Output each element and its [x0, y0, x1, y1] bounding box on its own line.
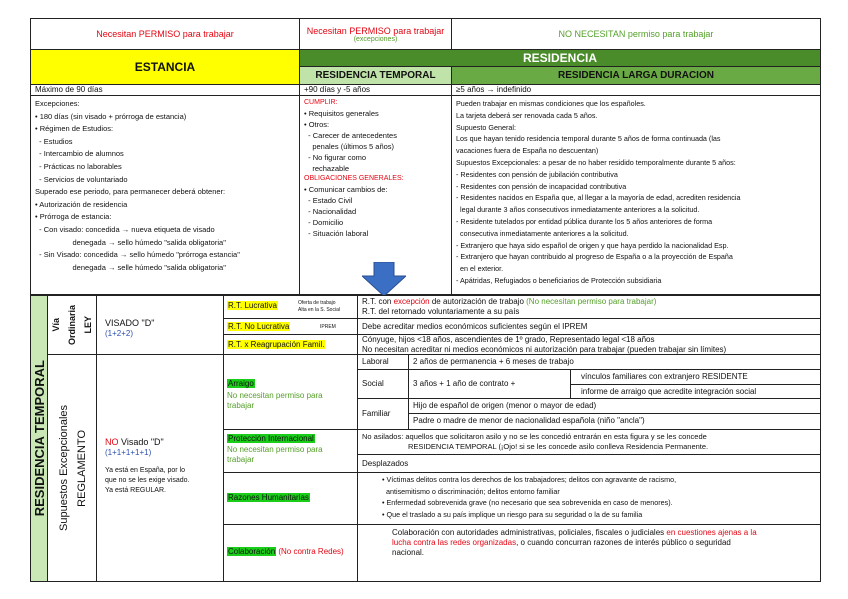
larga-list-item: Supuesto General: — [456, 122, 516, 132]
supuestos-label-box — [47, 354, 97, 582]
humanitarias-label: Razones Humanitarias — [228, 493, 309, 502]
lucrativa-t2: R.T. del retornado voluntariamente a su país — [362, 307, 520, 316]
lucrativa-t1a: R.T. con — [362, 297, 394, 306]
larga-body — [451, 95, 821, 295]
arraigo-social-label: Social — [357, 369, 409, 399]
larga-list-item: Supuestos Excepcionales: a pesar de no haber residido temporalmente durante 5 años: — [456, 157, 736, 167]
lucrativa-label: R.T. Lucrativa — [228, 301, 277, 310]
estancia-list-item: - Intercambio de alumnos — [35, 149, 124, 159]
header-excepciones-text: (excepciones) — [353, 35, 398, 43]
estancia-list-item: • Prórroga de estancia: — [35, 212, 112, 222]
lucrativa-t1c: de autorización de trabajo — [429, 297, 527, 306]
colaboracion-label: Colaboración — [228, 547, 276, 556]
colab-t2b: , o cuando concurran razones de interés público o seguridad — [516, 538, 731, 547]
arraigo-social-a: vínculos familiares con extranjero RESIDENTE — [570, 369, 821, 385]
side-title-box — [30, 295, 48, 582]
supuestos-note-1: Ya está en España, por lo — [105, 467, 186, 474]
oblig-list-item: - Domicilio — [304, 218, 344, 227]
residencia-larga-title: RESIDENCIA LARGA DURACION — [451, 66, 821, 85]
lucrativa-note-1: Oferta de trabajo — [298, 300, 336, 306]
estancia-list-item: denegada → sello húmedo "salida obligatoria" — [35, 237, 226, 247]
arraigo-social-text: 3 años + 1 año de contrato + — [408, 369, 571, 399]
larga-list — [456, 98, 816, 287]
estancia-list-item: - Sin Visado: concedida → sello húmedo "prórroga estancia" — [35, 250, 240, 260]
larga-list-item: en el exterior. — [456, 264, 504, 274]
arraigo-laboral-label: Laboral — [357, 354, 409, 370]
supuestos-visado: Visado "D" — [118, 437, 164, 447]
larga-list-item: Los que hayan tenido residencia temporal durante 5 años de forma continuada (las — [456, 134, 721, 144]
hum-list-item: antisemitismo o discriminación; delitos entorno familiar — [382, 486, 560, 496]
residencia-temporal-title: RESIDENCIA TEMPORAL — [299, 66, 452, 85]
reagrupacion-text-box — [357, 334, 821, 355]
humanitarias-label-box — [223, 472, 358, 525]
colaboracion-label-red: (No contra Redes) — [276, 547, 344, 556]
arraigo-familiar-label: Familiar — [357, 398, 409, 430]
supuestos-count: (1+1+1+1+1) — [105, 448, 152, 457]
via-count: (1+2+2) — [105, 329, 134, 338]
reagrupacion-label: R.T. x Reagrupación Famil. — [228, 340, 325, 349]
no-lucrativa-label: R.T. No Lucrativa — [228, 322, 290, 331]
no-lucrativa-text: Debe acreditar medios económicos suficientes según el IPREM — [362, 322, 588, 331]
temporal-duration: +90 días y -5 años — [299, 84, 452, 96]
larga-list-item: La tarjeta deberá ser renovada cada 5 años. — [456, 110, 598, 120]
arraigo-laboral-text: 2 años de permanencia + 6 meses de trabajo — [408, 354, 821, 370]
proteccion-label: Protección Internacional — [228, 434, 314, 443]
arraigo-familiar-a: Hijo de español de origen (menor o mayor de edad) — [408, 398, 821, 414]
oblig-list-item: • Comunicar cambios de: — [304, 185, 388, 194]
supuestos-label-2: REGLAMENTO — [76, 429, 88, 507]
via-visado-box — [96, 295, 224, 355]
supuestos-label-1: Supuestos Excepcionales — [58, 405, 70, 531]
larga-list-item: - Residentes nacidos en España que, al llegar a la mayoría de edad, acrediten residencia — [456, 193, 741, 203]
via-label-2: Ordinaria — [67, 304, 77, 345]
hum-list-item: • Que el traslado a su país implique un riesgo para su seguridad o la de su familia — [382, 509, 643, 519]
obligaciones-heading: OBLIGACIONES GENERALES: — [304, 175, 404, 182]
estancia-list-item: denegada → selle húmedo "salida obligatoria" — [35, 262, 226, 272]
header-permiso-excepciones — [299, 18, 452, 50]
colab-t1a: Colaboración con autoridades administrativas, policiales, fiscales o judiciales — [392, 528, 667, 537]
estancia-list-item: • Régimen de Estudios: — [35, 124, 114, 134]
larga-list-item: legal durante 3 años consecutivos inmediatamente anteriores a la solicitud. — [456, 205, 700, 215]
oblig-list-item: - Nacionalidad — [304, 207, 357, 216]
no-lucrativa-note: IPREM — [320, 324, 336, 330]
arraigo-sub-2: trabajar — [227, 401, 255, 410]
header-permiso — [30, 18, 300, 50]
estancia-list-item: Excepciones: — [35, 99, 80, 108]
lucrativa-note-2: Alta en la S. Social — [298, 307, 340, 313]
residencia-title: RESIDENCIA — [299, 49, 821, 67]
lucrativa-text-box — [357, 295, 821, 319]
down-arrow-icon — [362, 262, 406, 296]
arraigo-label: Arraigo — [228, 379, 254, 388]
via-label-box — [47, 295, 97, 355]
cumplir-list-item: rechazable — [304, 164, 350, 173]
estancia-body — [30, 95, 300, 295]
header-permiso-exc-text: Necesitan PERMISO para trabajar — [306, 25, 445, 36]
via-label-1: Vía — [51, 318, 61, 332]
cumplir-list-item: • Requisitos generales — [304, 109, 379, 118]
obligaciones-list — [304, 184, 447, 239]
arraigo-familiar-b: Padre o madre de menor de nacionalidad española (niño "ancla") — [408, 413, 821, 430]
proteccion-label-box — [223, 429, 358, 473]
reagrupacion-t2: No necesitan acreditar ni medios económicos ni autorización para trabajar (pueden trabajar sin límites) — [362, 345, 727, 354]
cumplir-list-item: - No figurar como — [304, 153, 367, 162]
no-lucrativa-label-box — [223, 318, 358, 335]
no-lucrativa-text-box — [357, 318, 821, 335]
arraigo-sub-1: No necesitan permiso para — [227, 391, 323, 400]
hum-list-item: • Enfermedad sobrevenida grave (no necesario que sea sobrevenida en caso de menores). — [382, 498, 673, 507]
header-no-necesitan — [451, 18, 821, 50]
lucrativa-t1b: excepción — [393, 297, 430, 306]
estancia-list-item: • 180 días (sin visado + prórroga de estancia) — [35, 111, 187, 121]
colaboracion-text-box — [357, 524, 821, 582]
proteccion-sub-1: No necesitan permiso para — [227, 445, 323, 454]
cumplir-list-item: • Otros: — [304, 120, 330, 129]
cumplir-heading: CUMPLIR: — [304, 99, 338, 106]
estancia-title: ESTANCIA — [30, 49, 300, 85]
reagrupacion-t1: Cónyuge, hijos <18 años, ascendientes de 1º grado, Representado legal <18 años — [362, 335, 655, 344]
oblig-list-item: - Situación laboral — [304, 229, 369, 238]
larga-list-item: - Extranjero que hayan contribuido al progreso de España o a la proyección de España — [456, 252, 733, 262]
arraigo-label-box — [223, 354, 358, 430]
supuestos-visado-box — [96, 354, 224, 582]
estancia-list-item: - Con visado: concedida → nueva etiqueta de visado — [35, 224, 215, 234]
cumplir-list-item: penales (últimos 5 años) — [304, 142, 395, 151]
proteccion-sub-2: trabajar — [227, 455, 255, 464]
larga-list-item: vacaciones fuera de España no descuentan) — [456, 146, 599, 156]
via-label-3: LEY — [83, 316, 93, 334]
estancia-max: Máximo de 90 días — [30, 84, 300, 96]
colab-t1b: en cuestiones ajenas a la — [666, 528, 757, 537]
proteccion-text-box — [357, 429, 821, 455]
larga-list-item: Pueden trabajar en mismas condiciones que los españoles. — [456, 99, 646, 108]
larga-list-item: consecutiva inmediatamente anteriores a la solicitud. — [456, 228, 629, 238]
lucrativa-t1d: (No necesitan permiso para trabajar) — [526, 297, 657, 306]
side-title: RESIDENCIA TEMPORAL — [31, 360, 47, 517]
cumplir-list-item: - Carecer de antecedentes — [304, 131, 397, 140]
hum-list-item: • Víctimas delitos contra los derechos de los trabajadores; delitos con agravante de racismo, — [382, 475, 677, 484]
humanitarias-text-box — [357, 472, 821, 525]
larga-list-item: - Residentes con pensión de jubilación contributiva — [456, 169, 618, 179]
proteccion-t1: No asilados: aquellos que solicitaron asilo y no se les concedió entrarán en esta figura y se les concede — [362, 432, 707, 441]
supuestos-note-2: que no se les exige visado. — [105, 477, 190, 484]
via-visado: VISADO "D" — [105, 318, 155, 328]
arraigo-social-b: informe de arraigo que acredite integración social — [570, 384, 821, 399]
humanitarias-list — [382, 474, 816, 520]
estancia-list-item: - Prácticas no laborables — [35, 161, 122, 171]
estancia-list-item: • Autorización de residencia — [35, 199, 128, 209]
supuestos-note-3: Ya está REGULAR. — [105, 487, 166, 494]
larga-list-item: - Residente tutelados por entidad pública durante los 5 años anteriores de forma — [456, 216, 713, 226]
estancia-list-item: Superado ese periodo, para permanecer deberá obtener: — [35, 187, 226, 197]
header-permiso-text: Necesitan PERMISO para trabajar — [96, 29, 234, 39]
proteccion-desplazados: Desplazados — [357, 454, 821, 473]
colab-t3: nacional. — [392, 548, 425, 557]
estancia-list-item: - Estudios — [35, 136, 73, 146]
larga-duration: ≥5 años → indefinido — [451, 84, 821, 96]
colab-t2a: lucha contra las redes organizadas — [392, 538, 517, 547]
cumplir-list — [304, 108, 447, 174]
supuestos-no: NO — [105, 437, 119, 447]
estancia-list — [35, 98, 295, 274]
reagrupacion-label-box — [223, 334, 358, 355]
colaboracion-label-box — [223, 524, 358, 582]
oblig-list-item: - Estado Civil — [304, 196, 353, 205]
proteccion-t2: RESIDENCIA TEMPORAL (¡Ojo! si se les concede asilo conlleva Residencia Permanente. — [408, 442, 709, 451]
header-no-necesitan-text: NO NECESITAN permiso para trabajar — [558, 29, 714, 39]
larga-list-item: - Residentes con pensión de incapacidad contributiva — [456, 181, 627, 191]
larga-list-item: - Apátridas, Refugiados o beneficiarios de Protección subsidiaria — [456, 275, 662, 285]
larga-list-item: - Extranjero que haya sido español de origen y que haya perdido la nacionalidad Esp. — [456, 240, 729, 250]
lucrativa-label-box — [223, 295, 358, 319]
estancia-list-item: - Servicios de voluntariado — [35, 174, 128, 184]
